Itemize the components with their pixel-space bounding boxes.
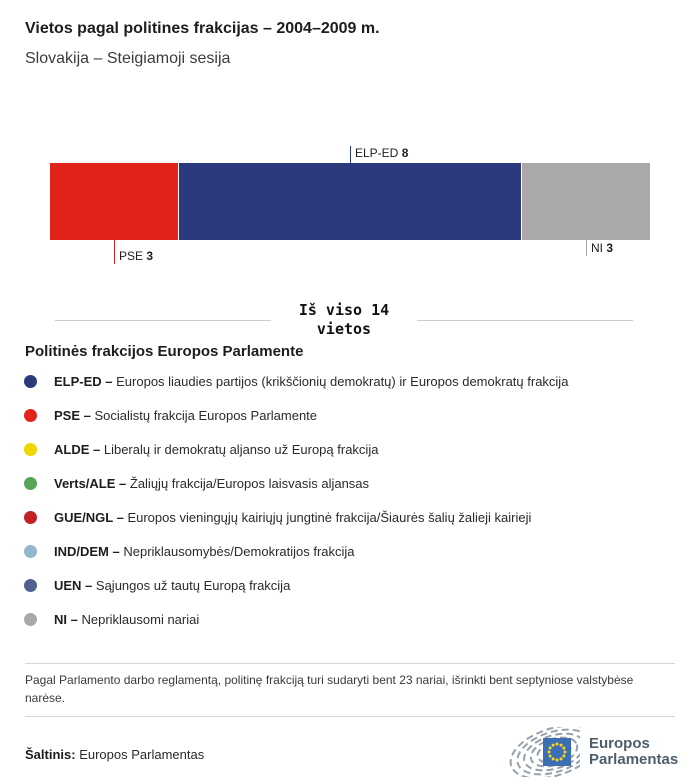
bar-label-tick-NI [586,240,587,256]
total-line-1: Iš viso 14 [298,301,390,319]
total-seats-label [299,301,389,339]
page-subtitle: Slovakija – Steigiamoji sesija [25,50,231,67]
legend-color-dot [24,613,37,626]
legend-color-dot [24,545,37,558]
legend-color-dot [24,511,37,524]
legend-item-uen [24,568,684,602]
legend-item-label: ALDE – Liberalų ir demokratų aljanso už Europą frakcija [54,441,379,457]
footnote-text: Pagal Parlamento darbo reglamentą, politinę frakciją turi sudaryti bent 23 nariai, išrinkti bent septyniose valstybėse narėse. [25,673,634,705]
total-divider [55,301,633,339]
source-line [25,747,204,762]
bar-label-PSE: PSE 3 [119,249,154,263]
logo-line-1: Europos [589,735,650,752]
european-parliament-logo [508,727,678,777]
legend-color-dot [24,579,37,592]
hemicycle-icon [508,727,580,777]
divider-line-right [417,320,633,321]
logo-text [589,736,678,768]
legend-item-alde [24,432,684,466]
legend-heading: Politinės frakcijos Europos Parlamente [25,343,304,360]
bar-segment-PSE [50,163,178,240]
total-line-2: vietos [316,320,372,338]
legend-item-elp-ed [24,364,684,398]
legend-item-verts-ale [24,466,684,500]
legend-item-label: NI – Nepriklausomi nariai [54,611,200,627]
bar-label-tick-PSE [114,240,115,264]
legend-item-label: Verts/ALE – Žaliųjų frakcija/Europos laisvasis aljansas [54,475,370,491]
bar-label-ELP-ED: ELP-ED 8 [355,146,409,160]
legend-list [24,364,684,636]
divider-line-left [55,320,271,321]
legend-item-gue-ngl [24,500,684,534]
footnote-rule-top [25,663,675,664]
legend-item-label: UEN – Sąjungos už tautų Europą frakcija [54,577,291,593]
footnote-rule-bottom [25,716,675,717]
bar-segment-NI [522,163,650,240]
bar-label-NI: NI 3 [591,241,614,255]
page-title: Vietos pagal politines frakcijas – 2004–2009 m. [25,20,380,37]
bar-label-tick-ELP-ED [350,146,351,163]
legend-item-ni [24,602,684,636]
legend-color-dot [24,409,37,422]
legend-item-label: ELP-ED – Europos liaudies partijos (krikščionių demokratų) ir Europos demokratų frakcija [54,373,569,389]
legend-item-label: PSE – Socialistų frakcija Europos Parlamente [54,407,318,423]
legend-item-label: IND/DEM – Nepriklausomybės/Demokratijos frakcija [54,543,355,559]
legend-color-dot [24,477,37,490]
legend-color-dot [24,375,37,388]
legend-item-ind-dem [24,534,684,568]
source-value: Europos Parlamentas [79,747,205,762]
source-label: Šaltinis: [25,747,76,762]
eu-flag-icon [543,738,571,766]
legend-color-dot [24,443,37,456]
legend-item-pse [24,398,684,432]
logo-line-2: Parlamentas [589,751,679,768]
bar-segment-ELP-ED [179,163,521,240]
legend-item-label: GUE/NGL – Europos vieningųjų kairiųjų jungtinė frakcija/Šiaurės šalių žalieji kairieji [54,509,532,525]
seat-bar [50,163,650,240]
